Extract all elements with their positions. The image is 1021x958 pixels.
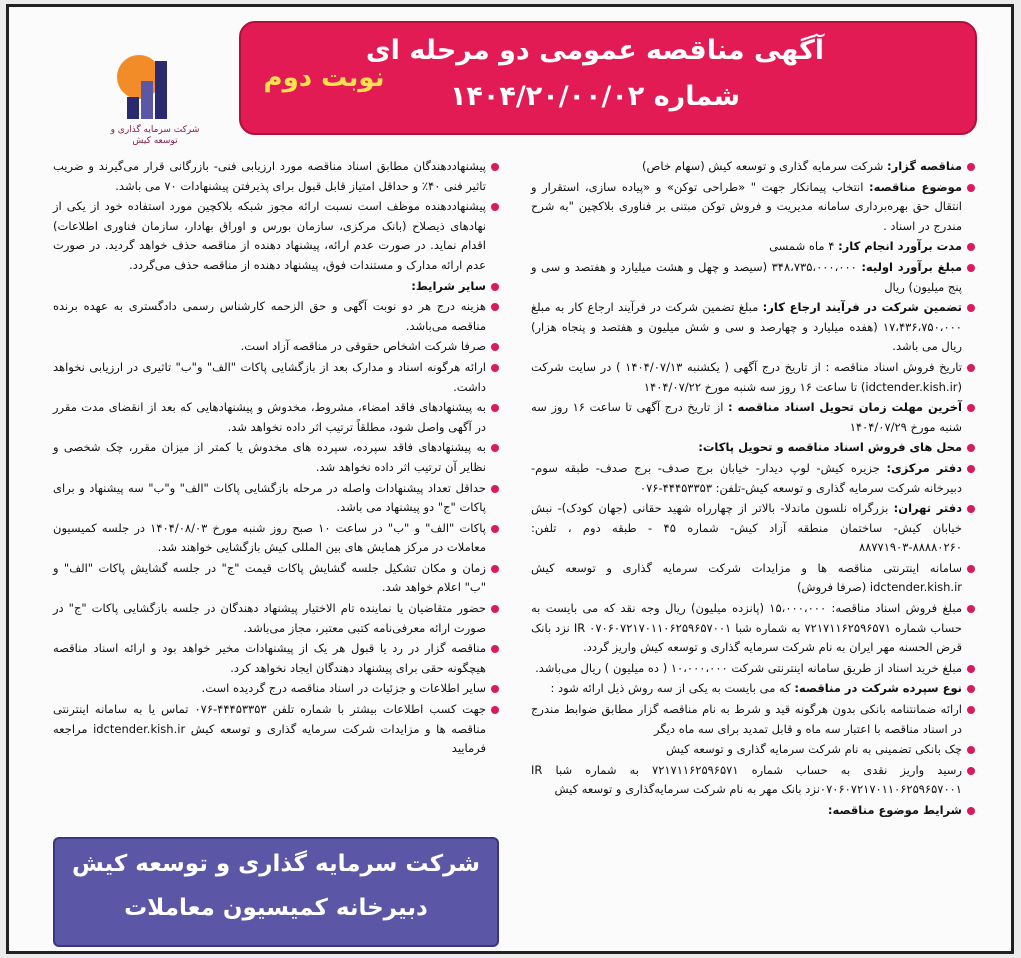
- footer-secretariat: دبیرخانه کمیسیون معاملات: [124, 895, 428, 921]
- condition-item: به پیشنهادهای فاقد سپرده، سپرده های مخدوش یا کمتر از میزان مقرر، چک شخصی و نظایر آن ترتیب اثر داده نخواهد شد.: [53, 438, 499, 477]
- tehran-office-item: دفتر تهران: بزرگراه نلسون ماندلا- بالاتر از چهارراه شهید حقانی (جهان کودک)- نبش خیابان کیش- ساختمان منطقه آزاد کیش- شماره ۴۵ - طبقه دوم ، تلفن: ۸۸۸۸۰۲۶۰-۸۸۷۷۱۹۰۳: [531, 499, 975, 558]
- left-column: [53, 157, 499, 760]
- other-conditions-heading: سایر شرایط:: [53, 277, 499, 297]
- condition-item: صرفا شرکت اشخاص حقوقی در مناقصه آزاد است.: [53, 337, 499, 357]
- deadline-item: آخرین مهلت زمان تحویل اسناد مناقصه : از تاریخ درج آگهی تا ساعت ۱۶ روز سه شنبه مورخ ۱۴۰۴/۰۷/۲۹: [531, 398, 975, 437]
- duration-item: مدت برآورد انجام کار: ۴ ماه شمسی: [531, 237, 975, 257]
- hq-office-item: دفتر مرکزی: جزیره کیش- لوپ دیدار- خیابان برج صدف- برج صدف- طبقه سوم- دبیرخانه شرکت سرمایه گذاری و توسعه کیش-تلفن: ۴۴۴۵۳۳۵۳-۰۷۶: [531, 459, 975, 498]
- round-label: نوبت دوم: [263, 63, 385, 93]
- evaluation-item: پیشنهاددهندگان مطابق اسناد مناقصه مورد ارزیابی فنی- بازرگانی قرار می‌گیرند و ضریب تاثیر فنی ۴۰٪ و حداقل امتیاز قابل قبول برای پذیرفتن پیشنهادات ۷۰ می باشد.: [53, 157, 499, 196]
- sale-date-item: تاریخ فروش اسناد مناقصه : از تاریخ درج آگهی ( یکشنبه ۱۴۰۴/۰۷/۱۳ ) در سایت شرکت (idctender.kish.ir) تا ساعت ۱۶ روز سه شنبه مورخ ۱۴۰۴/۰۷/۲۲: [531, 358, 975, 397]
- condition-item: پاکات "الف" و "ب" در ساعت ۱۰ صبح روز شنبه مورخ ۱۴۰۴/۰۸/۰۳ در جلسه کمیسیون معاملات در مرکز همایش های بین المللی کیش بازگشایی خواهند شد.: [53, 519, 499, 558]
- footer-box: [53, 837, 499, 947]
- subject-item: موضوع مناقصه: انتخاب پیمانکار جهت " «طراحی توکن» و «پیاده سازی، استقرار و انتقال حق بهره‌برداری سامانه مدیریت و فروش توکن مبتنی بر فناوری بلاکچین "به شرح مندرج در اسناد .: [531, 178, 975, 237]
- condition-item: به پیشنهادهای فاقد امضاء، مشروط، مخدوش و پیشنهادهایی که بعد از انقضای مدت مقرر در آگهی واصل شود، مطلقاً ترتیب اثر داده نخواهد شد.: [53, 398, 499, 437]
- deposit-item: نوع سپرده شرکت در مناقصه: که می بایست به یکی از سه روش ذیل ارائه شود :: [531, 679, 975, 699]
- condition-item: حضور متقاضیان یا نماینده تام الاختیار پیشنهاد دهندگان در جلسه بازگشایی پاکات "ج" در صورت ارائه معرفی‌نامه کتبی معتبر، مجاز می‌باشد.: [53, 599, 499, 638]
- deposit-option-3: رسید واریز نقدی به حساب شماره ۷۲۱۷۱۱۶۲۵۹۶۵۷۱ به شماره شبا IR ۰۷۰۶۰۷۲۱۷۰۱۱۰۶۲۵۹۶۵۷۰۰۱نزد بانک مهر به نام شرکت سرمایه‌گذاری و توسعه کیش: [531, 761, 975, 800]
- blockchain-license-item: پیشنهاددهنده موظف است نسبت ارائه مجوز شبکه بلاکچین مورد استفاده خود از یکی از نهادهای ذیصلاح (بانک مرکزی، سازمان بورس و اوراق بهادار، سازمان فناوری اطلاعات) اقدام نماید. در صورت عدم ارائه، پیشنهاد دهنده از مناقصه حذف خواهد گردید. در صورت عدم ارائه مدارک و مستندات فوق، پیشنهاد دهنده از مناقصه حذف می‌گردد.: [53, 197, 499, 275]
- title-banner: [239, 21, 977, 135]
- logo-caption: شرکت سرمایه گذاری و توسعه کیش: [110, 125, 200, 146]
- condition-item: هزینه درج هر دو نوبت آگهی و حق الزحمه کارشناس رسمی دادگستری به عهده برنده مناقصه می‌باشد.: [53, 297, 499, 336]
- condition-item: حداقل تعداد پیشنهادات واصله در مرحله بازگشایی پاکات "الف" و"ب" سه پیشنهاد و برای پاکات "ج" دو پیشنهاد می باشد.: [53, 479, 499, 518]
- deposit-option-2: چک بانکی تضمینی به نام شرکت سرمایه گذاری و توسعه کیش: [531, 740, 975, 760]
- online-price-item: مبلغ خرید اسناد از طریق سامانه اینترنتی شرکت ۱۰،۰۰۰،۰۰۰ ( ده میلیون ) ریال می‌باشد.: [531, 659, 975, 679]
- places-heading: محل های فروش اسناد مناقصه و تحویل پاکات:: [531, 438, 975, 458]
- notice-number: شماره ۱۴۰۴/۲۰/۰۰/۰۲: [449, 81, 741, 112]
- condition-item: ارائه هرگونه اسناد و مدارک بعد از بازگشایی پاکات "الف" و"ب" تاثیری در ارزیابی نخواهد داشت.: [53, 358, 499, 397]
- price-item: مبلغ فروش اسناد مناقصه: ۱۵،۰۰۰،۰۰۰ (پانزده میلیون) ریال وجه نقد که می بایست به حساب شماره ۷۲۱۷۱۱۶۲۵۹۶۵۷۱ به شماره شبا IR ۰۷۰۶۰۷۲۱۷۰۱۱۰۶۲۵۹۶۵۷۰۰۱ نزد بانک قرض الحسنه مهر ایران به نام شرکت سرمایه گذاری و توسعه کیش واریز گردد.: [531, 599, 975, 658]
- condition-item: زمان و مکان تشکیل جلسه گشایش پاکات قیمت "ج" در جلسه گشایش پاکات "الف" و "ب" اعلام خواهد شد.: [53, 559, 499, 598]
- guarantee-item: تضمین شرکت در فرآیند ارجاع کار: مبلغ تضمین شرکت در فرآیند ارجاع کار به مبلغ ۱۷،۴۳۶،۷۵۰،۰۰۰ (هفده میلیارد و چهارصد و سی و شش میلیون و هفتصد و پنجاه هزار) ریال می باشد.: [531, 298, 975, 357]
- right-column: [531, 157, 975, 822]
- contact-item: جهت کسب اطلاعات بیشتر با شماره تلفن ۴۴۴۵۳۳۵۳-۰۷۶ تماس یا به سامانه اینترنتی مناقصه ها و مزایدات شرکت سرمایه گذاری و توسعه کیش idctender.kish.ir مراجعه فرمایید: [53, 700, 499, 759]
- conditions-heading: شرایط موضوع مناقصه:: [531, 801, 975, 821]
- footer-company: شرکت سرمایه گذاری و توسعه کیش: [71, 851, 481, 877]
- system-item: سامانه اینترنتی مناقصه ها و مزایدات شرکت سرمایه گذاری و توسعه کیش idctender.kish.ir (صرفا فروش): [531, 559, 975, 598]
- condition-item: سایر اطلاعات و جزئیات در اسناد مناقصه درج گردیده است.: [53, 679, 499, 699]
- condition-item: مناقصه گزار در رد یا قبول هر یک از پیشنهادات مخیر خواهد بود و ارائه اسناد مناقصه هیچگونه حقی برای پیشنهاد دهندگان ایجاد نخواهد کرد.: [53, 639, 499, 678]
- organizer-item: مناقصه گزار: شرکت سرمایه گذاری و توسعه کیش (سهام خاص): [531, 157, 975, 177]
- estimate-item: مبلغ برآورد اولیه: ۳۴۸،۷۳۵،۰۰۰،۰۰۰ (سیصد و چهل و هشت میلیارد و هفتصد و سی و پنج میلیون) ریال: [531, 258, 975, 297]
- deposit-option-1: ارائه ضمانتنامه بانکی بدون هرگونه قید و شرط به نام مناقصه گزار مطابق ضوابط مندرج در اسناد مناقصه با اعتبار سه ماه و قابل تمدید برای سه ماه دیگر: [531, 700, 975, 739]
- notice-title: آگهی مناقصه عمومی دو مرحله ای: [365, 35, 825, 66]
- notice-sheet: [6, 4, 1014, 954]
